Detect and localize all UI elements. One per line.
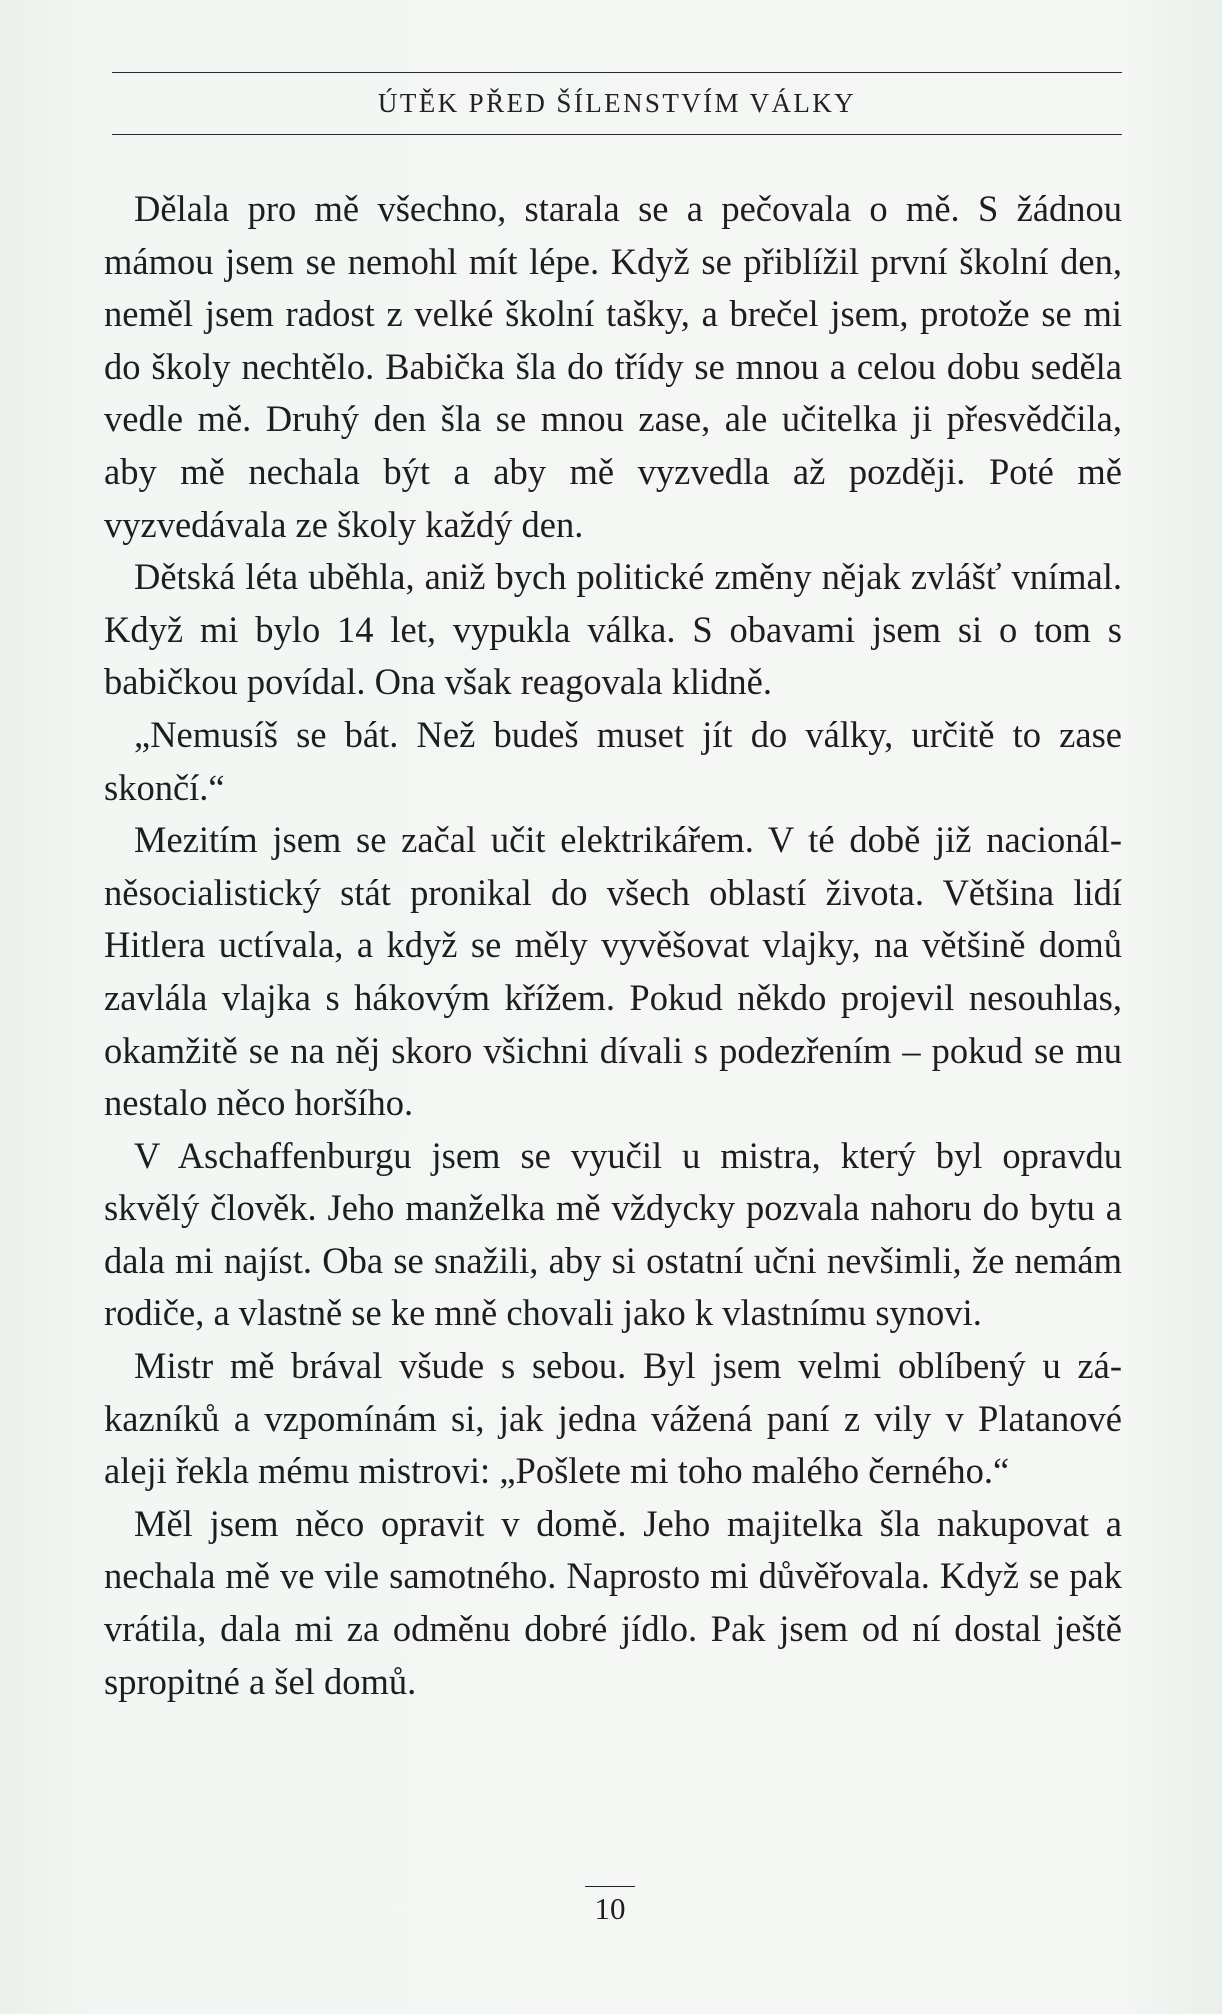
paragraph: Mistr mě brával všude s sebou. Byl jsem velmi oblíbený u zákazníků a vzpomínám si, jak jedna vážená paní z vily v Platanové aleji řekla mému mistrovi: „Pošlete mi toho malého černého.“	[104, 1345, 1122, 1492]
paragraph: Dětská léta uběhla, aniž bych politické změny nějak zvlášť vnímal. Když mi bylo 14 let, vypukla válka. S obavami jsem si o tom s babičkou povídal. Ona však reagovala klidně.	[104, 556, 1122, 703]
paragraph: Měl jsem něco opravit v domě. Jeho majitelka šla nakupovat a nechala mě ve vile samotného. Naprosto mi důvěřovala. Když se pak vrátila, dala mi za odměnu dobré jídlo. Pak jsem od ní dostal ještě spropitné a šel domů.	[104, 1502, 1122, 1702]
running-head: ÚTĚK PŘED ŠÍLENSTVÍM VÁLKY	[377, 88, 857, 118]
page-number: 10	[594, 1891, 626, 1926]
body-text	[104, 183, 1122, 1708]
paragraph: „Nemusíš se bát. Než budeš muset jít do války, určitě to zase skončí.“	[104, 713, 1122, 808]
paragraph: Mezitím jsem se začal učit elektrikářem. V té době již nacionálněsocialistický stát pronikal do všech oblastí života. Většina lidí Hitlera uctívala, a když se měly vyvěšovat vlajky, na většině domů zavlála vlajka s hákovým křížem. Pokud někdo projevil nesouhlas, okamžitě se na něj skoro všichni dívali s podezřením – pokud se mu nestalo něco horšího.	[104, 819, 1122, 1124]
paragraph: V Aschaffenburgu jsem se vyučil u mistra, který byl opravdu skvělý člověk. Jeho manželka mě vždycky pozvala nahoru do bytu a dala mi najíst. Oba se snažili, aby si ostatní učni nevšimli, že nemám rodiče, a vlastně se ke mně chovali jako k vlastnímu synovi.	[104, 1134, 1122, 1334]
page-number-rule	[585, 1886, 635, 1887]
header-bottom-rule	[112, 134, 1122, 135]
header-top-rule	[112, 72, 1122, 73]
paragraph: Dělala pro mě všechno, starala se a pečovala o mě. S žádnou mámou jsem se nemohl mít lépe. Když se přiblížil první školní den, neměl jsem radost z velké školní tašky, a brečel jsem, protože se mi do školy nechtělo. Babička šla do třídy se mnou a celou dobu seděla vedle mě. Druhý den šla se mnou zase, ale učitelka ji přesvědčila, aby mě nechala být a aby mě vyzvedla až později. Poté mě vyzvedávala ze školy každý den.	[104, 188, 1122, 545]
